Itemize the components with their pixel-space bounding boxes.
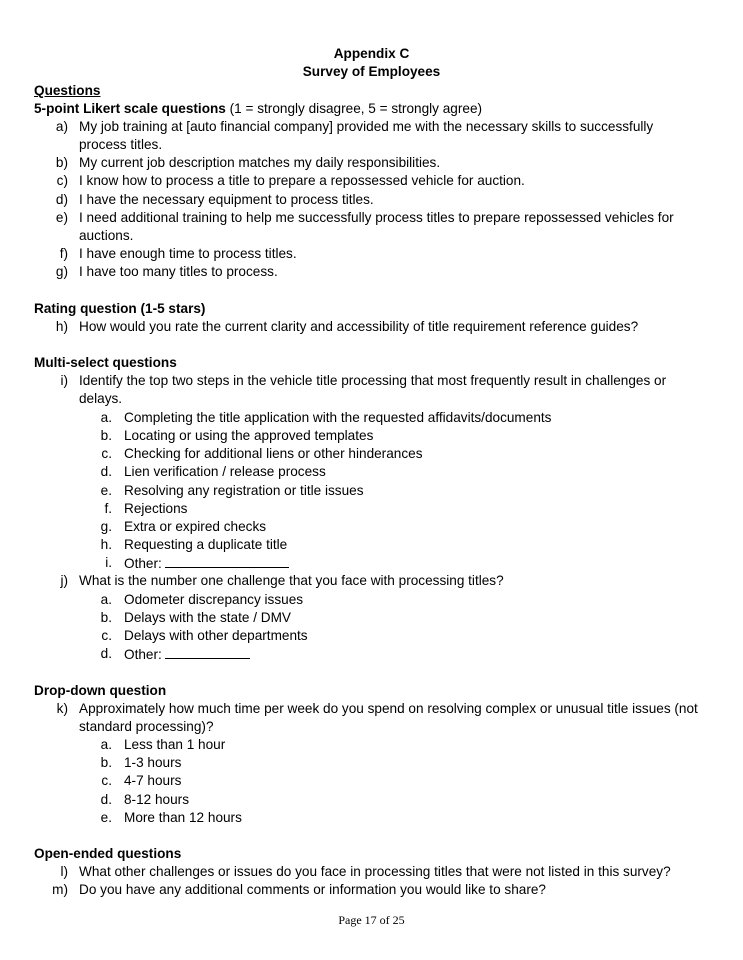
option-text: 8-12 hours	[124, 792, 189, 807]
question-label: k)	[56, 701, 68, 716]
option-label: a.	[100, 592, 112, 607]
question-text: My job training at [auto financial company] provided me with the necessary skills to successfully	[79, 119, 654, 134]
option-text: Other:	[124, 556, 162, 571]
option-label: a.	[100, 737, 112, 752]
question-text: Approximately how much time per week do you spend on resolving complex or unusual title issues (not	[79, 701, 698, 716]
question-label: g)	[55, 264, 68, 279]
survey-title: Survey of Employees	[302, 64, 441, 79]
question-text: I have the necessary equipment to process titles.	[79, 192, 374, 207]
likert-heading	[34, 100, 482, 118]
question-label: i)	[60, 373, 68, 388]
option-text: Requesting a duplicate title	[124, 537, 288, 552]
option-label: d.	[100, 792, 112, 807]
option-text: Checking for additional liens or other hinderances	[124, 446, 423, 461]
option-label: i.	[105, 555, 112, 570]
option-text: Other:	[124, 647, 162, 662]
option-label: e.	[100, 810, 112, 825]
question-text: auctions.	[79, 228, 134, 243]
multi-select-heading: Multi-select questions	[34, 355, 177, 370]
option-label: d.	[100, 646, 112, 661]
option-label: c.	[101, 628, 112, 643]
question-label: a)	[55, 119, 68, 134]
option-label: b.	[100, 755, 112, 770]
option-text: Delays with other departments	[124, 628, 308, 643]
option-label: f.	[104, 501, 112, 516]
option-text: Odometer discrepancy issues	[124, 592, 304, 607]
question-text: What other challenges or issues do you face in processing titles that were not listed in this survey?	[79, 864, 671, 879]
dropdown-heading: Drop-down question	[34, 683, 167, 698]
option-label: g.	[100, 519, 112, 534]
option-other-group	[124, 554, 289, 573]
option-label: d.	[100, 464, 112, 479]
appendix-title: Appendix C	[333, 46, 410, 61]
option-text: 1-3 hours	[124, 755, 182, 770]
option-text: Locating or using the approved templates	[124, 428, 374, 443]
rating-heading: Rating question (1-5 stars)	[34, 301, 206, 316]
option-text: Extra or expired checks	[124, 519, 267, 534]
option-label: b.	[100, 610, 112, 625]
question-text: How would you rate the current clarity and accessibility of title requirement reference guides?	[79, 319, 639, 334]
question-label: c)	[56, 173, 68, 188]
question-text: Identify the top two steps in the vehicle title processing that most frequently result in challenges or	[79, 373, 667, 388]
option-text: Resolving any registration or title issues	[124, 483, 364, 498]
option-label: c.	[101, 446, 112, 461]
question-text: I need additional training to help me successfully process titles to prepare repossessed vehicles for	[79, 210, 674, 225]
option-text: Lien verification / release process	[124, 464, 326, 479]
question-text: standard processing)?	[79, 719, 214, 734]
question-label: m)	[52, 882, 68, 897]
question-text: process titles.	[79, 137, 163, 152]
question-label: e)	[55, 210, 68, 225]
question-label: j)	[60, 573, 68, 588]
open-ended-heading: Open-ended questions	[34, 846, 182, 861]
question-text: I have enough time to process titles.	[79, 246, 297, 261]
option-text: Completing the title application with the requested affidavits/documents	[124, 410, 552, 425]
question-label: l)	[60, 864, 68, 879]
other-fill-in-blank	[165, 645, 250, 659]
question-text: delays.	[79, 391, 123, 406]
question-text: My current job description matches my daily responsibilities.	[79, 155, 441, 170]
question-text: I have too many titles to process.	[79, 264, 278, 279]
option-other-group	[124, 645, 250, 664]
option-label: b.	[100, 428, 112, 443]
option-text: Less than 1 hour	[124, 737, 226, 752]
likert-scale-note: (1 = strongly disagree, 5 = strongly agree)	[229, 101, 483, 116]
option-label: e.	[100, 483, 112, 498]
option-text: Rejections	[124, 501, 188, 516]
likert-heading-text: 5-point Likert scale questions	[34, 101, 226, 116]
option-text: More than 12 hours	[124, 810, 242, 825]
question-label: d)	[55, 192, 68, 207]
question-label: b)	[55, 155, 68, 170]
option-label: c.	[101, 773, 112, 788]
option-text: Delays with the state / DMV	[124, 610, 291, 625]
question-text: Do you have any additional comments or information you would like to share?	[79, 882, 546, 897]
questions-heading: Questions	[34, 83, 101, 98]
option-label: h.	[100, 537, 112, 552]
option-label: a.	[100, 410, 112, 425]
option-text: 4-7 hours	[124, 773, 182, 788]
question-text: I know how to process a title to prepare a repossessed vehicle for auction.	[79, 173, 525, 188]
question-label: h)	[55, 319, 68, 334]
question-label: f)	[59, 246, 68, 261]
page-number: Page 17 of 25	[338, 913, 405, 927]
question-text: What is the number one challenge that you face with processing titles?	[79, 573, 504, 588]
other-fill-in-blank	[165, 554, 289, 568]
